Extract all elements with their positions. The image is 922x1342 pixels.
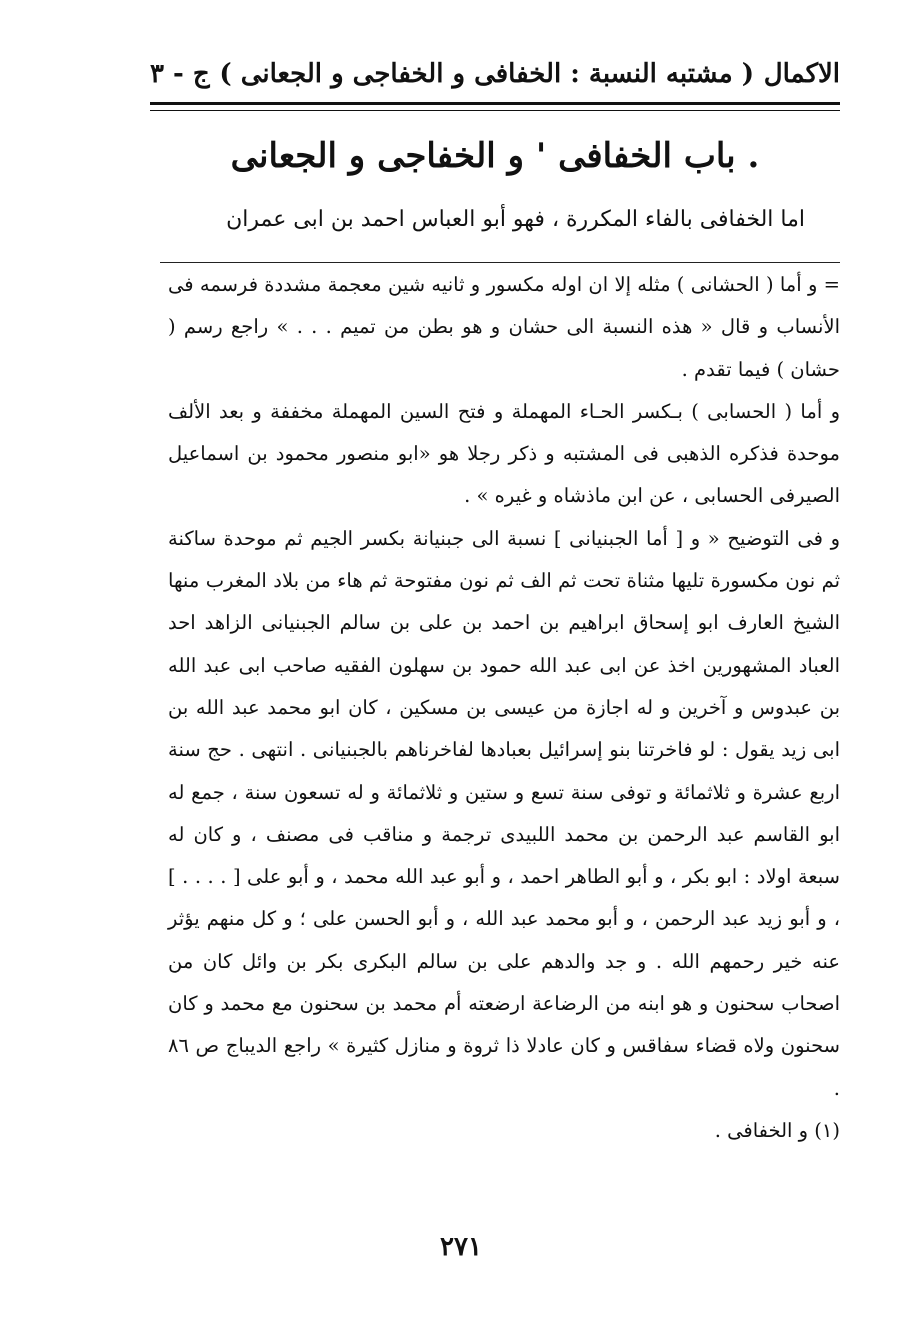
footnotes [168, 264, 840, 1152]
footnote-paragraph: و أما ( الحسابى ) بـكسر الحـاء المهملة و فتح السين المهملة مخففة و بعد الألف موحدة فذكره الذهبى فى المشتبه و ذكر رجلا هو «ابو منصور محمود بن اسماعيل الصيرفى الحسابى ، عن ابن ماذشاه و غيره » . [168, 399, 840, 508]
footnote-separator [160, 262, 840, 263]
footnote-paragraph: (١) و الخفافى . [714, 1118, 840, 1142]
footnote-paragraph: و فى التوضيح « و [ أما الجبنيانى ] نسبة الى جبنيانة بكسر الجيم ثم موحدة ساكنة ثم نون مكسورة تليها مثناة تحت ثم الف ثم نون مفتوحة ثم هاء من بلاد المغرب منها الشيخ العارف ابو إسحاق ابراهيم بن احمد بن على بن سالم الجبنيانى الزاهد احد العباد المشهورين اخذ عن ابى عبد الله حمود بن سهلون الفقيه صاحب ابى عبد الله بن عبدوس و آخرين و له اجازة من عيسى بن مسكين ، كان ابو محمد عبد الله بن ابى زيد يقول : لو فاخرتنا بنو إسرائيل بعبادها لفاخرناهم بالجبنيانى . انتهى . حج سنة اربع عشرة و ثلاثمائة و توفى سنة تسع و ستين و ثلاثمائة و له تسعون سنة ، جمع له ابو القاسم عبد الرحمن بن محمد اللبيدى ترجمة و مناقب فى مصنف ، و كان له سبعة اولاد : ابو بكر ، و أبو الطاهر احمد ، و أبو عبد الله محمد ، و أبو على [ . . . . ] ، و أبو زيد عبد الرحمن ، و أبو محمد عبد الله ، و أبو الحسن على ؛ و كل منهم يؤثر عنه خير رحمهم الله . و جد والدهم على بن سالم البكرى بكر بن وائل كان من اصحاب سحنون و هو ابنه من الرضاعة ارضعته أم محمد بن سحنون مع محمد و كان سحنون ولاه قضاء سفاقس و كان عادلا ذا ثروة و منازل كثيرة » راجع الديباج ص ٨٦ . [168, 526, 840, 1100]
intro-line: اما الخفافى بالفاء المكررة ، فهو أبو العباس احمد بن ابى عمران [226, 207, 805, 232]
chapter-title: . باب الخفافى ' و الخفاجى و الجعانى [230, 136, 760, 176]
header-rule-thin [150, 110, 840, 111]
page-number: ٢٧١ [440, 1232, 482, 1262]
header-section-title: ( مشتبه النسبة : الخفافى و الخفاجى و الجعانى ) [219, 59, 755, 89]
header-rule-thick [150, 102, 840, 105]
header-volume: ج - ٣ [150, 59, 210, 89]
footnote-paragraph: = و أما ( الحشانى ) مثله إلا ان اوله مكسور و ثانيه شين معجمة مشددة فرسمه فى الأنساب و قال « هذه النسبة الى حشان و هو بطن من تميم . . . » راجع رسم ( حشان ) فيما تقدم . [168, 273, 840, 381]
header-book-title: الاكمال [763, 59, 840, 89]
running-head [150, 52, 840, 96]
